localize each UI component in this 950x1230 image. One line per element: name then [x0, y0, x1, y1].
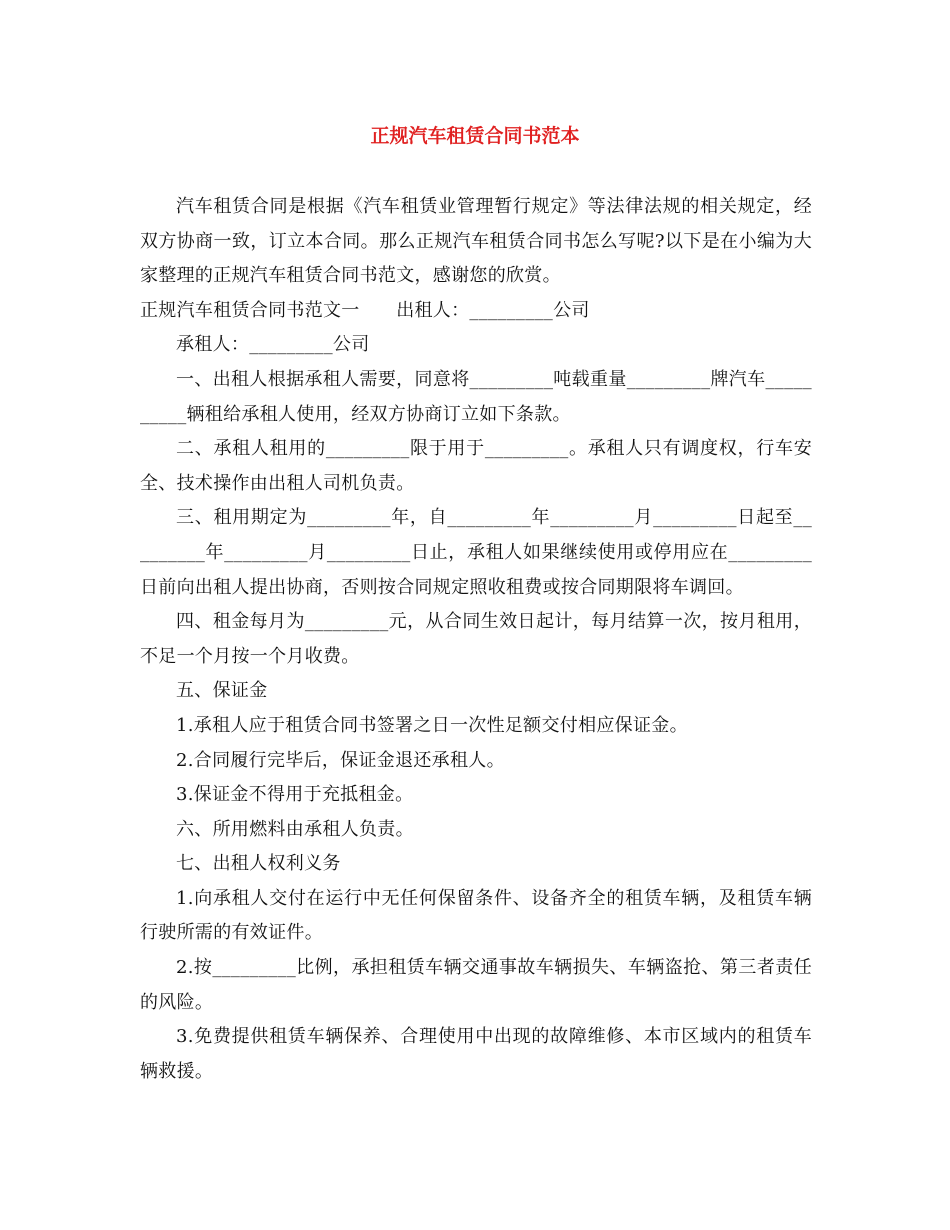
lessee-line: 承租人：_________公司 [176, 334, 370, 356]
sample-heading-lessor: 正规汽车租赁合同书范文一 出租人：_________公司 [140, 299, 590, 321]
document-body [140, 190, 812, 1089]
clause-5-item-1: 1.承租人应于租赁合同书签署之日一次性足额交付相应保证金。 [176, 714, 688, 736]
clause-5-heading: 五、保证金 [176, 680, 268, 702]
clause-5-item-3: 3.保证金不得用于充抵租金。 [176, 784, 414, 806]
clause-7-heading: 七、出租人权利义务 [176, 853, 341, 875]
clause-7-item-2: 2.按_________比例，承担租赁车辆交通事故车辆损失、车辆盗抢、第三者责任的风险。 [140, 957, 812, 1013]
clause-4: 四、租金每月为_________元，从合同生效日起计，每月结算一次，按月租用，不足一个月按一个月收费。 [140, 611, 812, 667]
clause-1: 一、出租人根据承租人需要，同意将_________吨载重量_________牌汽车__________辆租给承租人使用，经双方协商订立如下条款。 [140, 368, 812, 425]
document-title: 正规汽车租赁合同书范本 [370, 125, 580, 147]
intro-paragraph: 汽车租赁合同是根据《汽车租赁业管理暂行规定》等法律法规的相关规定，经双方协商一致，订立本合同。那么正规汽车租赁合同书怎么写呢?以下是在小编为大家整理的正规汽车租赁合同书范文，感谢您的欣赏。 [140, 196, 812, 287]
clause-3: 三、租用期定为_________年，自_________年_________月_________日起至_________年_________月_________日止，承租人如果继续使用或停用应在_________日前向出租人提出协商，否则按合同规定照收租费或按合同期限将车调回。 [140, 507, 812, 598]
clause-7-item-3: 3.免费提供租赁车辆保养、合理使用中出现的故障维修、本市区域内的租赁车辆救援。 [140, 1026, 812, 1082]
clause-6: 六、所用燃料由承租人负责。 [176, 818, 414, 840]
clause-5-item-2: 2.合同履行完毕后，保证金退还承租人。 [176, 749, 505, 771]
clause-7-item-1: 1.向承租人交付在运行中无任何保留条件、设备齐全的租赁车辆，及租赁车辆行驶所需的有效证件。 [140, 887, 812, 944]
clause-2: 二、承租人租用的_________限于用于_________。承租人只有调度权，行车安全、技术操作由出租人司机负责。 [140, 438, 812, 494]
